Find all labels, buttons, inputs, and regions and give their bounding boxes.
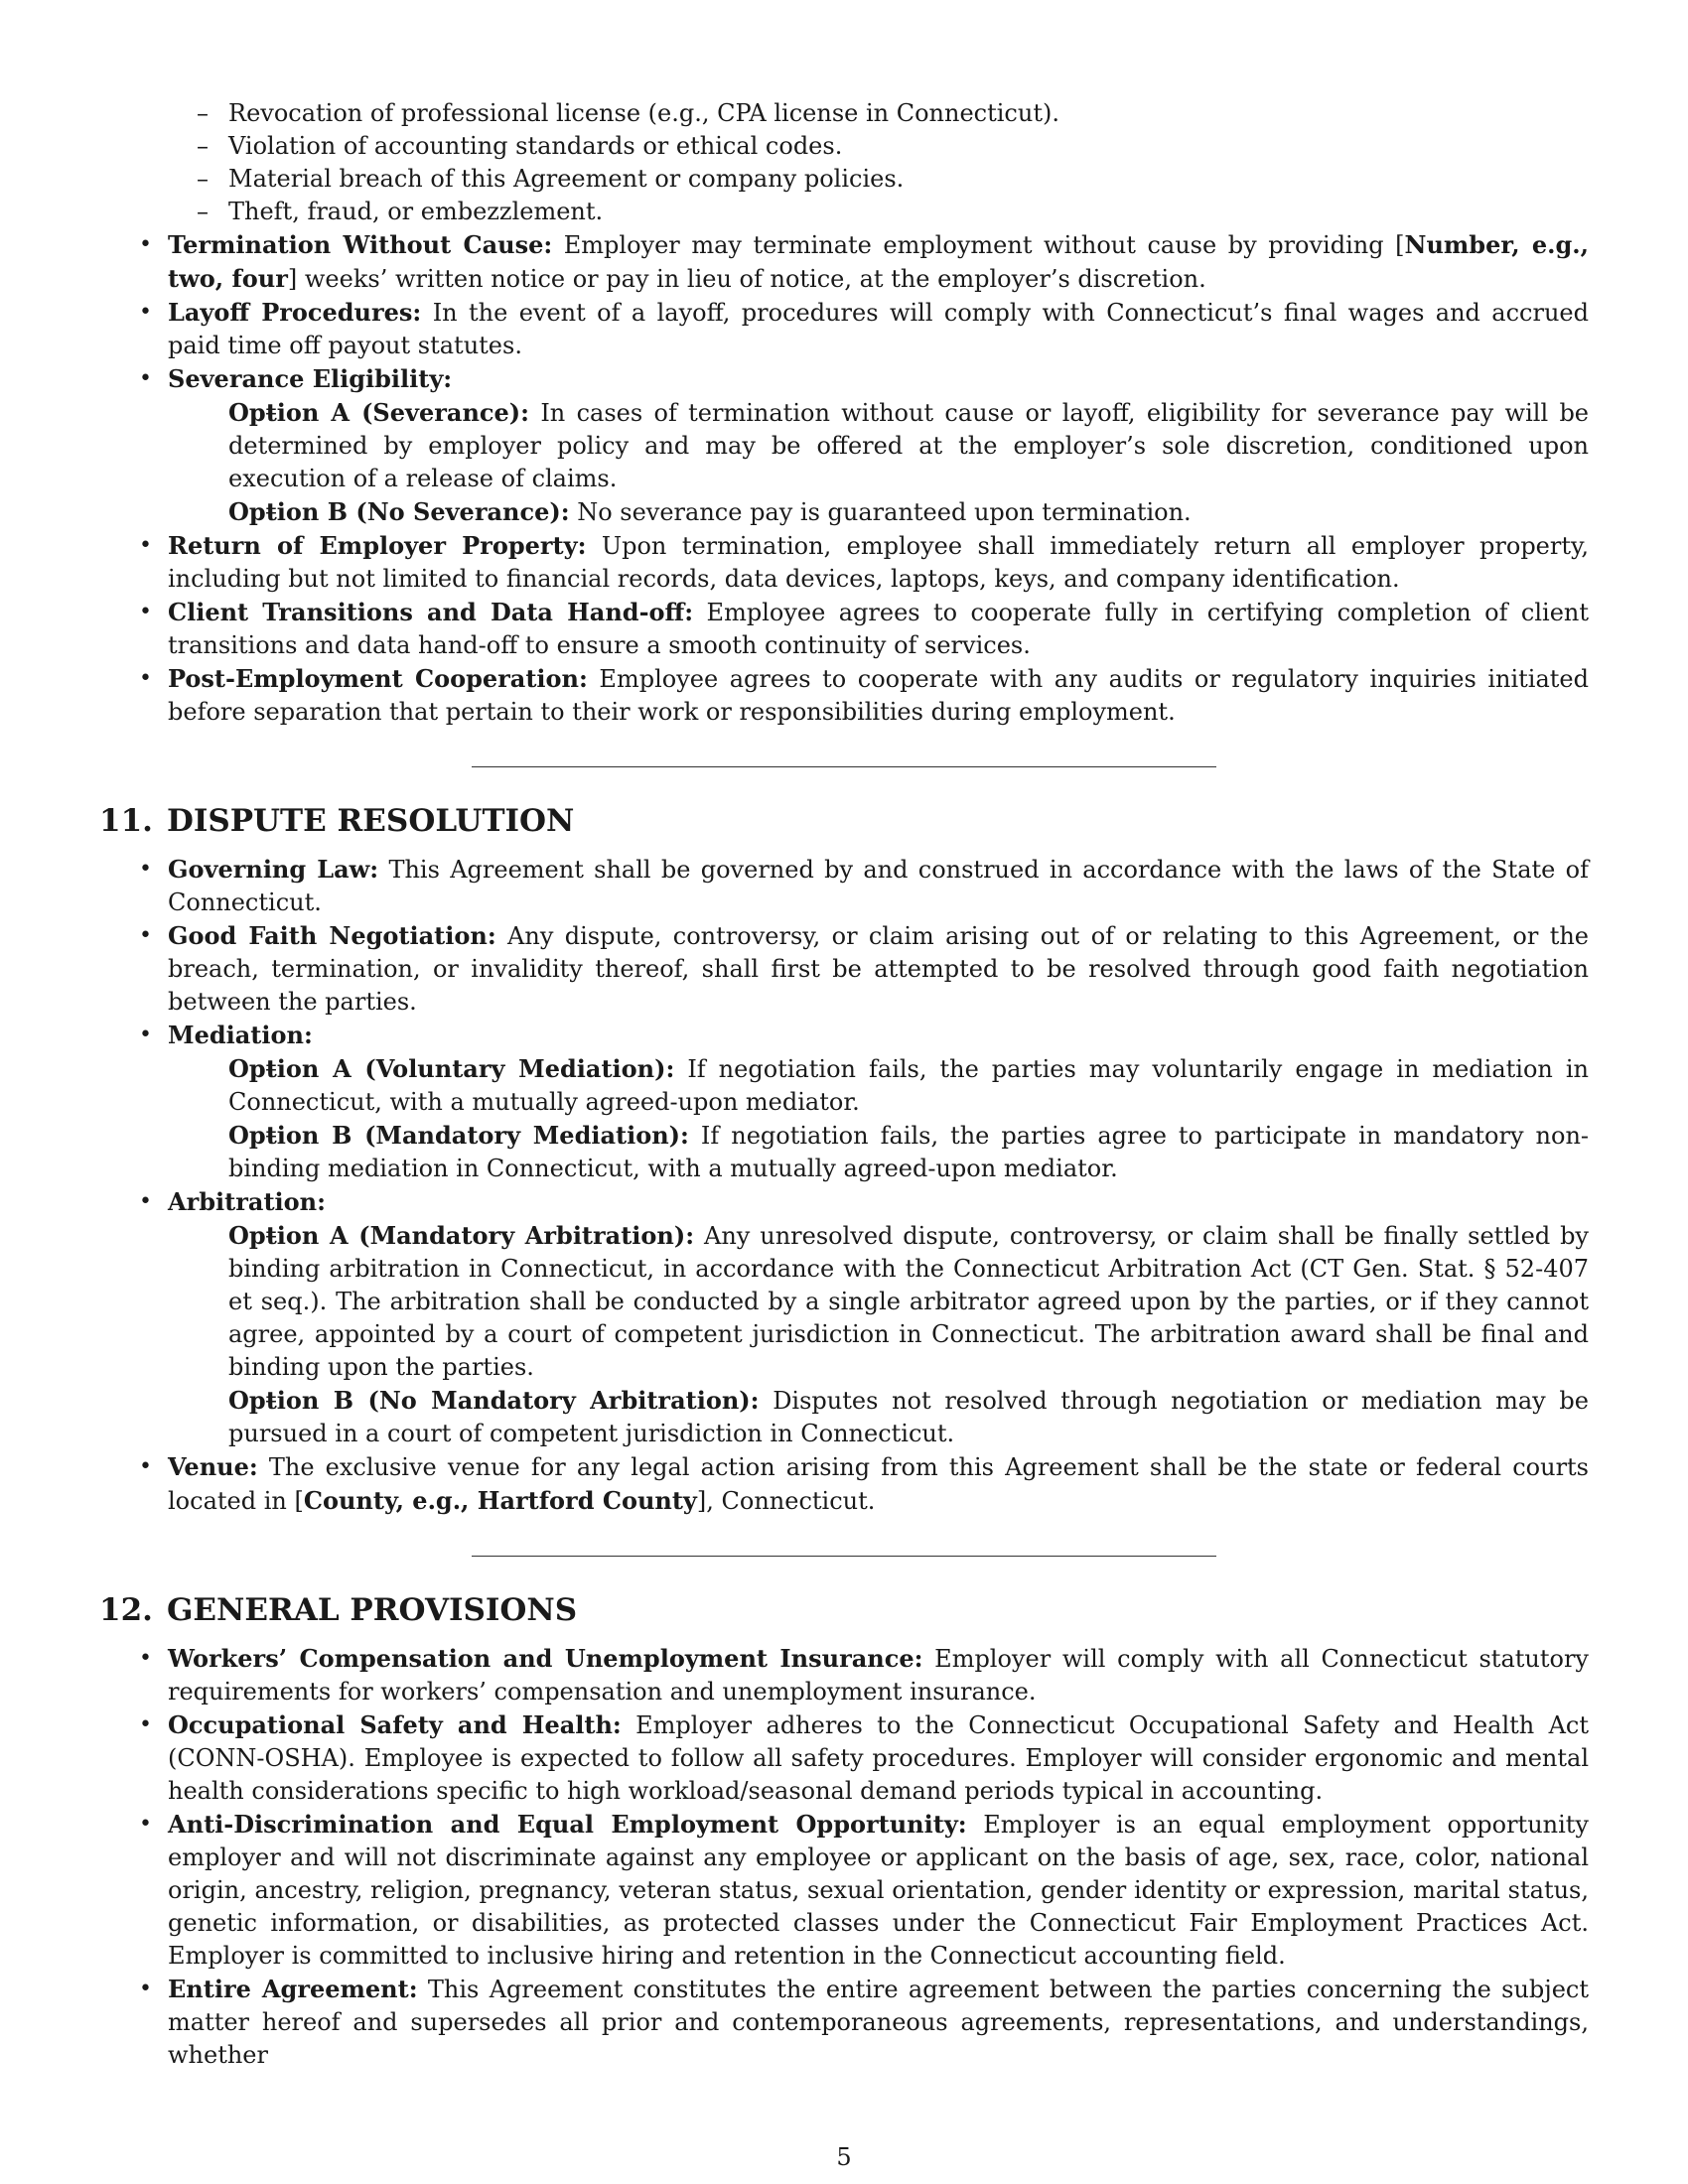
- list-item-layoff-procedures: • Layoff Procedures: In the event of a layoff, procedures will comply with Connecticut’s final wages and accrued paid time off payout statutes.: [99, 296, 1589, 362]
- list-item: – Material breach of this Agreement or company policies.: [99, 163, 1589, 196]
- list-item-severance-eligibility: • Severance Eligibility: – Option A (Severance): In cases of termination without cause or layoff, eligibility for severance pay will be determined by employer policy and may be offered at the employer’s sole discretion, conditioned upon execution of a release of claims. – Option B (No Severance): No severance pay is guaranteed upon termination.: [99, 362, 1589, 529]
- list-item-termination-without-cause: • Termination Without Cause: Employer may terminate employment without cause by providing [Number, e.g., two, four] weeks’ written notice or pay in lieu of notice, at the employer’s discretion.: [99, 228, 1589, 296]
- list-item-venue: • Venue: The exclusive venue for any legal action arising from this Agreement shall be the state or federal courts located in [County, e.g., Hartford County], Connecticut.: [99, 1450, 1589, 1518]
- general-provisions-list: [99, 1642, 1589, 2072]
- list-item-governing-law: • Governing Law: This Agreement shall be governed by and construed in accordance with the laws of the State of Connecticut.: [99, 853, 1589, 919]
- placeholder-county: County, e.g., Hartford County: [303, 1486, 697, 1515]
- section-heading-12: 12. GENERAL PROVISIONS: [99, 1592, 578, 1628]
- list-item-return-property: • Return of Employer Property: Upon termination, employee shall immediately return all employer property, including but not limited to financial records, data devices, laptops, keys, and company identification.: [99, 529, 1589, 596]
- list-item: – Option A (Severance): In cases of termination without cause or layoff, eligibility for severance pay will be determined by employer policy and may be offered at the employer’s sole discretion, conditioned upon execution of a release of claims.: [168, 396, 1589, 495]
- list-item: – Option A (Voluntary Mediation): If negotiation fails, the parties may voluntarily engage in mediation in Connecticut, with a mutually agreed-upon mediator.: [168, 1052, 1589, 1119]
- list-item-workers-compensation: • Workers’ Compensation and Unemployment Insurance: Employer will comply with all Connecticut statutory requirements for workers’ compensation and unemployment insurance.: [99, 1642, 1589, 1708]
- document-page: [99, 97, 1589, 2072]
- list-item-entire-agreement: • Entire Agreement: This Agreement constitutes the entire agreement between the parties concerning the subject matter hereof and supersedes all prior and contemporaneous agreements, representations, and understandings, whether: [99, 1973, 1589, 2072]
- list-item-mediation: • Mediation: – Option A (Voluntary Mediation): If negotiation fails, the parties may voluntarily engage in mediation in Connecticut, with a mutually agreed-upon mediator. – Option B (Mandatory Mediation): If negotiation fails, the parties agree to participate in mandatory non-binding mediation in Connecticut, with a mutually agreed-upon mediator.: [99, 1019, 1589, 1185]
- termination-list: [99, 228, 1589, 729]
- list-item-arbitration: • Arbitration: – Option A (Mandatory Arbitration): Any unresolved dispute, controversy, or claim shall be finally settled by binding arbitration in Connecticut, in accordance with the Connecticut Arbitration Act (CT Gen. Stat. § 52-407 et seq.). The arbitration shall be conducted by a single arbitrator agreed upon by the parties, or if they cannot agree, appointed by a court of competent jurisdiction in Connecticut. The arbitration award shall be final and binding upon the parties. – Option B (No Mandatory Arbitration): Disputes not resolved through negotiation or mediation may be pursued in a court of competent jurisdiction in Connecticut.: [99, 1185, 1589, 1450]
- severance-options: [168, 396, 1589, 529]
- list-item: – Violation of accounting standards or ethical codes.: [99, 130, 1589, 163]
- list-item: – Theft, fraud, or embezzlement.: [99, 196, 1589, 228]
- page-number: 5: [836, 2143, 852, 2171]
- list-item-good-faith-negotiation: • Good Faith Negotiation: Any dispute, controversy, or claim arising out of or relating to this Agreement, or the breach, termination, or invalidity thereof, shall first be attempted to be resolved through good faith negotiation between the parties.: [99, 919, 1589, 1019]
- section-divider: [472, 766, 1216, 767]
- section-heading-11: 11. DISPUTE RESOLUTION: [99, 803, 575, 839]
- list-item: – Option B (No Severance): No severance pay is guaranteed upon termination.: [168, 495, 1589, 529]
- list-item: – Option B (No Mandatory Arbitration): Disputes not resolved through negotiation or mediation may be pursued in a court of competent jurisdiction in Connecticut.: [168, 1384, 1589, 1450]
- list-item-client-transitions: • Client Transitions and Data Hand-off: Employee agrees to cooperate fully in certifying completion of client transitions and data hand-off to ensure a smooth continuity of services.: [99, 596, 1589, 662]
- list-item: – Revocation of professional license (e.g., CPA license in Connecticut).: [99, 97, 1589, 130]
- section-divider: [472, 1556, 1216, 1557]
- dispute-resolution-list: [99, 853, 1589, 1518]
- mediation-options: [168, 1052, 1589, 1185]
- termination-cause-subitems: [99, 97, 1589, 228]
- list-item: – Option B (Mandatory Mediation): If negotiation fails, the parties agree to participate in mandatory non-binding mediation in Connecticut, with a mutually agreed-upon mediator.: [168, 1119, 1589, 1185]
- list-item-post-employment: • Post-Employment Cooperation: Employee agrees to cooperate with any audits or regulatory inquiries initiated before separation that pertain to their work or responsibilities during employment.: [99, 662, 1589, 729]
- list-item: – Option A (Mandatory Arbitration): Any unresolved dispute, controversy, or claim shall be finally settled by binding arbitration in Connecticut, in accordance with the Connecticut Arbitration Act (CT Gen. Stat. § 52-407 et seq.). The arbitration shall be conducted by a single arbitrator agreed upon by the parties, or if they cannot agree, appointed by a court of competent jurisdiction in Connecticut. The arbitration award shall be final and binding upon the parties.: [168, 1219, 1589, 1384]
- placeholder-notice-weeks: Number, e.g., two, four: [168, 230, 1589, 293]
- list-item-occupational-safety: • Occupational Safety and Health: Employer adheres to the Connecticut Occupational Safety and Health Act (CONN-OSHA). Employee is expected to follow all safety procedures. Employer will consider ergonomic and mental health considerations specific to high workload/seasonal demand periods typical in accounting.: [99, 1708, 1589, 1808]
- arbitration-options: [168, 1219, 1589, 1450]
- list-item-anti-discrimination: • Anti-Discrimination and Equal Employment Opportunity: Employer is an equal employment opportunity employer and will not discriminate against any employee or applicant on the basis of age, sex, race, color, national origin, ancestry, religion, pregnancy, veteran status, sexual orientation, gender identity or expression, marital status, genetic information, or disabilities, as protected classes under the Connecticut Fair Employment Practices Act. Employer is committed to inclusive hiring and retention in the Connecticut accounting field.: [99, 1808, 1589, 1973]
